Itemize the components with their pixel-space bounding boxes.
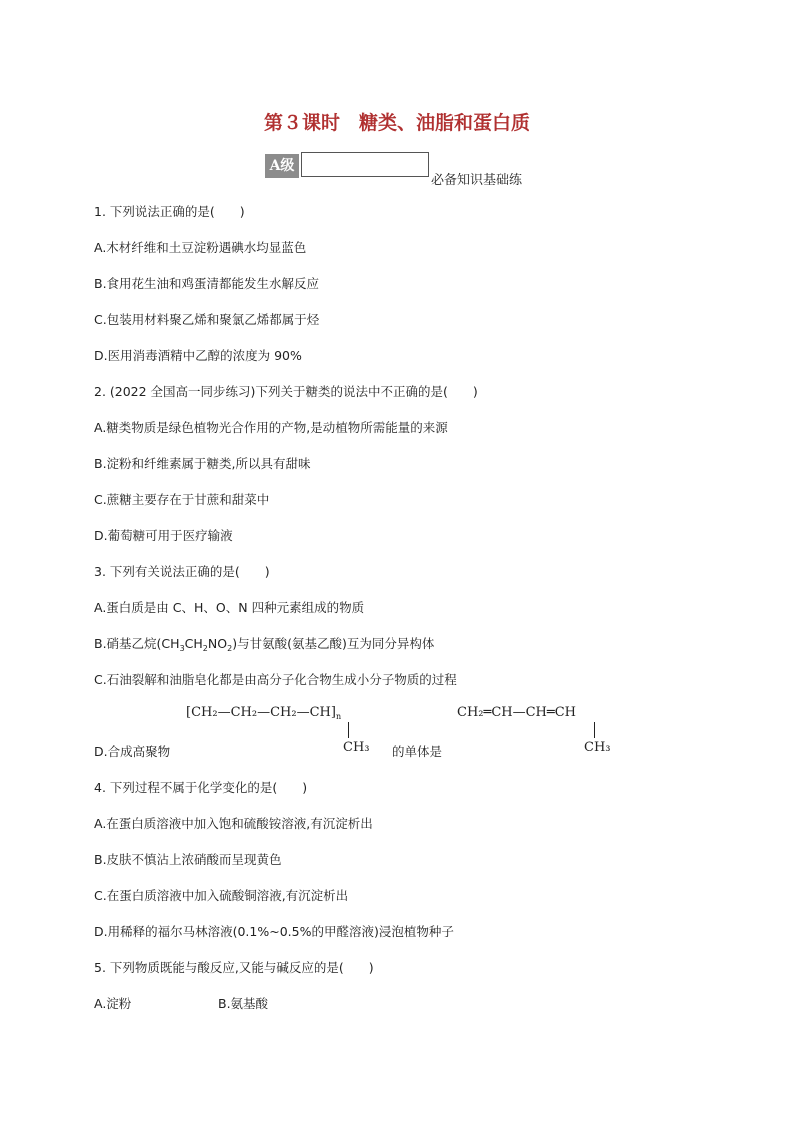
polymer-formula: $[CH_2—CH_2—CH_2—CH]_n$ bbox=[186, 705, 342, 721]
q5-stem: 5. 下列物质既能与酸反应,又能与碱反应的是( ) bbox=[94, 960, 374, 975]
q2-option-c: C.蔗糖主要存在于甘蔗和甜菜中 bbox=[94, 492, 270, 507]
q3-option-d-prefix: D.合成高聚物 bbox=[94, 744, 171, 759]
q3-option-b: B.硝基乙烷$(CH_3CH_2NO_2)$与甘氨酸(氨基乙酸)互为同分异构体 bbox=[94, 636, 435, 653]
level-label: 必备知识基础练 bbox=[431, 173, 523, 188]
q4-option-a: A.在蛋白质溶液中加入饱和硫酸铵溶液,有沉淀析出 bbox=[94, 816, 373, 831]
q1-option-a: A.木材纤维和土豆淀粉遇碘水均显蓝色 bbox=[94, 240, 307, 255]
q2-option-a: A.糖类物质是绿色植物光合作用的产物,是动植物所需能量的来源 bbox=[94, 420, 448, 435]
q2-option-d: D.葡萄糖可用于医疗输液 bbox=[94, 528, 233, 543]
polymer-branch: CH₃ bbox=[343, 740, 370, 755]
monomer-formula: CH₂═CH—CH═CH bbox=[457, 705, 576, 720]
q5-option-b: B.氨基酸 bbox=[218, 996, 269, 1011]
monomer-bond bbox=[594, 722, 595, 738]
q3-stem: 3. 下列有关说法正确的是( ) bbox=[94, 564, 270, 579]
q2-option-b: B.淀粉和纤维素属于糖类,所以具有甜味 bbox=[94, 456, 311, 471]
q4-option-c: C.在蛋白质溶液中加入硫酸铜溶液,有沉淀析出 bbox=[94, 888, 349, 903]
q1-stem: 1. 下列说法正确的是( ) bbox=[94, 204, 245, 219]
level-badge: A级 bbox=[265, 154, 299, 178]
q5-option-a: A.淀粉 bbox=[94, 996, 132, 1011]
q4-option-b: B.皮肤不慎沾上浓硝酸而呈现黄色 bbox=[94, 852, 282, 867]
page-title: 第３课时 糖类、油脂和蛋白质 bbox=[263, 112, 530, 134]
q3-option-a: A.蛋白质是由 C、H、O、N 四种元素组成的物质 bbox=[94, 600, 365, 615]
q2-stem: 2. (2022 全国高一同步练习)下列关于糖类的说法中不正确的是( ) bbox=[94, 384, 478, 399]
monomer-branch: CH₃ bbox=[584, 740, 611, 755]
q3-option-d-suffix: 的单体是 bbox=[392, 744, 443, 759]
q4-stem: 4. 下列过程不属于化学变化的是( ) bbox=[94, 780, 308, 795]
q1-option-c: C.包装用材料聚乙烯和聚氯乙烯都属于烃 bbox=[94, 312, 320, 327]
q1-option-b: B.食用花生油和鸡蛋清都能发生水解反应 bbox=[94, 276, 320, 291]
q1-option-d: D.医用消毒酒精中乙醇的浓度为 90% bbox=[94, 348, 302, 363]
q3-option-c: C.石油裂解和油脂皂化都是由高分子化合物生成小分子物质的过程 bbox=[94, 672, 457, 687]
polymer-bond bbox=[348, 722, 349, 738]
q4-option-d: D.用稀释的福尔马林溶液(0.1%~0.5%的甲醛溶液)浸泡植物种子 bbox=[94, 924, 454, 939]
level-name-box bbox=[301, 152, 429, 177]
